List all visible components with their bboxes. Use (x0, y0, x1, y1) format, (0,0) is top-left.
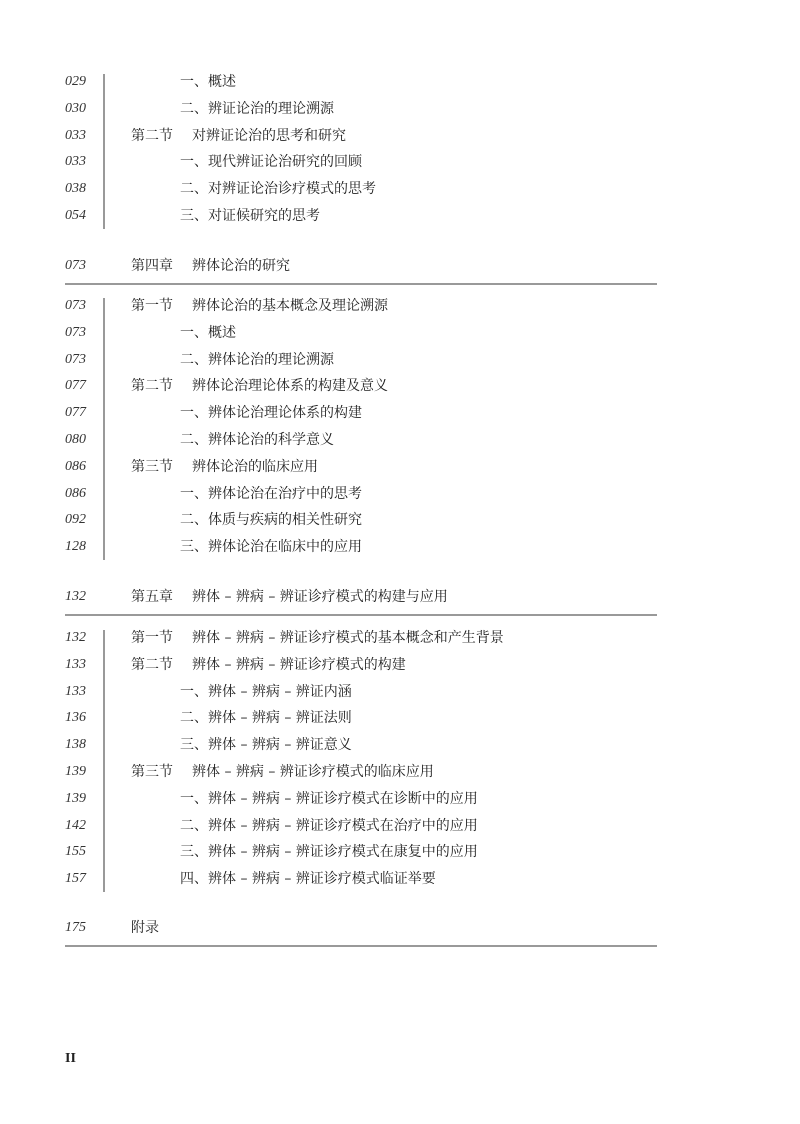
subentry-title: 三、对证候研究的思考 (180, 208, 320, 224)
subentry-title: 一、概述 (180, 324, 236, 341)
page-number: 136 (65, 710, 86, 726)
section-title: 辨体论治的基本概念及理论溯源 (192, 298, 388, 314)
page-number: 139 (65, 764, 86, 779)
chapter-rule (65, 283, 657, 285)
chapter-rule (65, 945, 657, 947)
page-number: 077 (65, 378, 86, 394)
section-title: 辨体论治理论体系的构建及意义 (192, 378, 388, 395)
page-number: 029 (65, 74, 86, 89)
section-title: 对辨证论治的思考和研究 (192, 127, 346, 144)
section-label: 第一节 (131, 630, 173, 646)
subentry-title: 二、辨体论治的理论溯源 (180, 351, 334, 368)
page-number: 092 (65, 512, 86, 528)
subentry-title: 二、辨体 – 辨病 – 辨证诊疗模式在治疗中的应用 (180, 817, 478, 834)
vertical-divider (103, 630, 105, 892)
subentry-title: 二、对辨证论治诊疗模式的思考 (180, 181, 376, 198)
subentry-title: 一、辨体论治理论体系的构建 (180, 405, 362, 422)
section-title: 辨体 – 辨病 – 辨证诊疗模式的构建 (192, 656, 406, 673)
page-number: 138 (65, 737, 86, 753)
page-number: 139 (65, 790, 86, 806)
chapter-label: 第五章 (131, 589, 173, 605)
subentry-title: 二、辨证论治的理论溯源 (180, 100, 334, 117)
page-number: 033 (65, 154, 86, 170)
page-number: 175 (65, 920, 86, 935)
section-title: 辨体论治的临床应用 (192, 458, 318, 475)
section-label: 第二节 (131, 378, 173, 395)
page-number: 142 (65, 817, 86, 833)
page-number: 073 (65, 258, 86, 273)
page-number: 073 (65, 324, 86, 340)
subentry-title: 二、辨体论治的科学意义 (180, 432, 334, 448)
page-number: 128 (65, 539, 86, 555)
section-label: 第一节 (131, 298, 173, 314)
page-number: 086 (65, 458, 86, 474)
subentry-title: 三、辨体论治在临床中的应用 (180, 539, 362, 556)
page-number: 155 (65, 844, 86, 860)
page-number: 132 (65, 589, 86, 604)
page-folio: II (65, 1051, 76, 1066)
section-label: 第二节 (131, 656, 173, 673)
page-number: 133 (65, 683, 86, 699)
chapter-title: 辨体论治的研究 (192, 258, 290, 274)
subentry-title: 一、现代辨证论治研究的回顾 (180, 154, 362, 171)
page-number: 038 (65, 181, 86, 197)
section-label: 第二节 (131, 127, 173, 144)
subentry-title: 二、辨体 – 辨病 – 辨证法则 (180, 710, 352, 727)
chapter-label: 附录 (131, 920, 159, 936)
page-number: 133 (65, 656, 86, 672)
vertical-divider (103, 74, 105, 229)
page-number: 080 (65, 432, 86, 447)
chapter-label: 第四章 (131, 258, 173, 274)
subentry-title: 二、体质与疾病的相关性研究 (180, 512, 362, 529)
subentry-title: 一、辨体 – 辨病 – 辨证诊疗模式在诊断中的应用 (180, 790, 478, 807)
subentry-title: 一、辨体论治在治疗中的思考 (180, 485, 362, 502)
page-number: 073 (65, 298, 86, 313)
page-number: 054 (65, 208, 86, 223)
page-number: 033 (65, 127, 86, 143)
page-number: 030 (65, 100, 86, 116)
page-number: 077 (65, 405, 86, 421)
page-number: 157 (65, 871, 86, 887)
subentry-title: 一、辨体 – 辨病 – 辨证内涵 (180, 683, 352, 700)
page-number: 132 (65, 630, 86, 645)
subentry-title: 三、辨体 – 辨病 – 辨证诊疗模式在康复中的应用 (180, 844, 478, 861)
chapter-rule (65, 614, 657, 616)
vertical-divider (103, 298, 105, 560)
page-number: 073 (65, 351, 86, 367)
subentry-title: 四、辨体 – 辨病 – 辨证诊疗模式临证举要 (180, 871, 436, 888)
section-title: 辨体 – 辨病 – 辨证诊疗模式的临床应用 (192, 764, 434, 780)
chapter-title: 辨体 – 辨病 – 辨证诊疗模式的构建与应用 (192, 589, 448, 605)
page-number: 086 (65, 485, 86, 501)
section-label: 第三节 (131, 458, 173, 475)
subentry-title: 一、概述 (180, 74, 236, 90)
section-title: 辨体 – 辨病 – 辨证诊疗模式的基本概念和产生背景 (192, 630, 504, 646)
section-label: 第三节 (131, 764, 173, 780)
subentry-title: 三、辨体 – 辨病 – 辨证意义 (180, 737, 352, 754)
